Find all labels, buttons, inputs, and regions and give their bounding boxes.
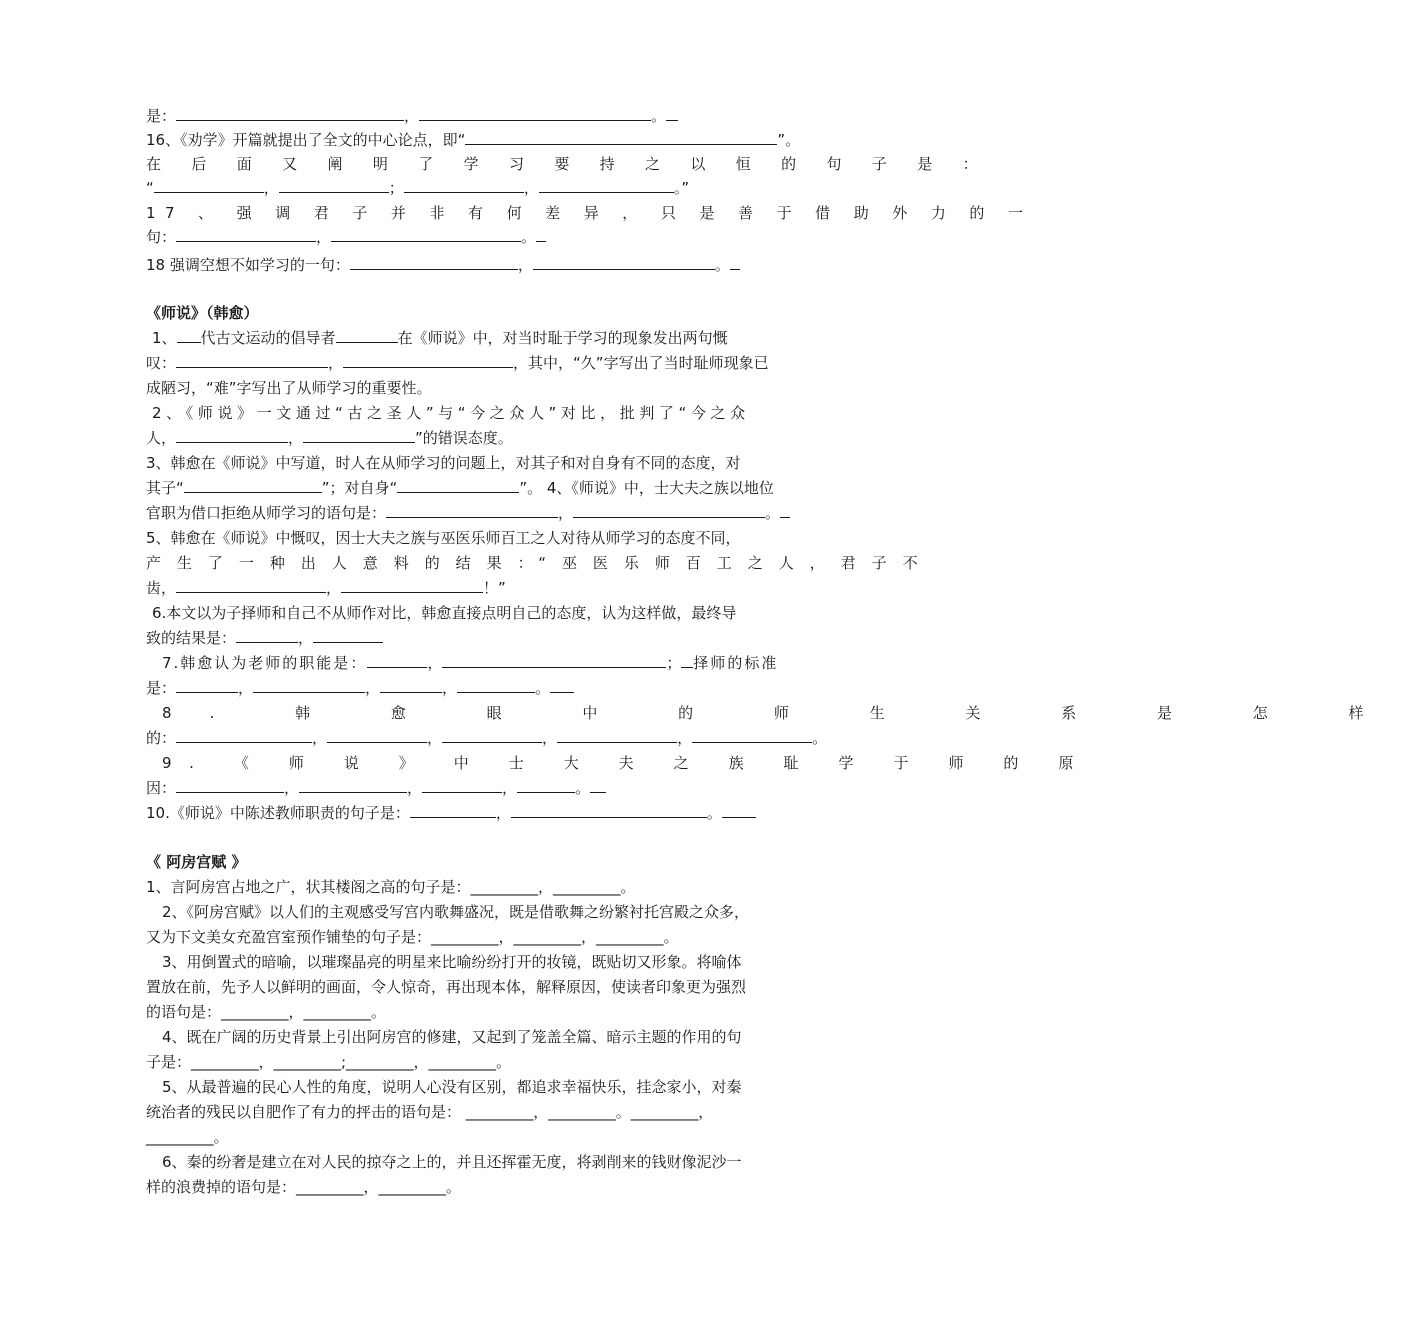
text: 在《师说》中，对当时耻于学习的现象发出两句慨: [397, 329, 728, 347]
blank[interactable]: [343, 352, 513, 368]
text: 。: [575, 779, 591, 797]
text: 。: [706, 804, 722, 822]
text: 16、《劝学》开篇就提出了全文的中心论点，即“: [146, 131, 466, 149]
blank[interactable]: [539, 177, 674, 193]
quanxue-line-1: [146, 104, 678, 128]
text: ，: [502, 779, 518, 797]
blank[interactable]: [367, 652, 427, 668]
shishuo-q7-line-2: [146, 676, 574, 700]
blank[interactable]: [253, 677, 365, 693]
blank[interactable]: [533, 254, 715, 270]
shishuo-q2-line-2: [146, 426, 513, 450]
efanggong-q5-line-1: 5、从最普遍的民心人性的角度，说明人心没有区别，都追求幸福快乐，挂念家小，对秦: [162, 1078, 742, 1096]
shishuo-q6-line-1: 6.本文以为子择师和自己不从师作对比，韩愈直接点明自己的态度，认为这样做，最终导: [152, 604, 737, 622]
text: ，: [288, 429, 304, 447]
text: 。: [765, 504, 781, 522]
efanggong-q2-line-1: 2、《阿房宫赋》以人们的主观感受写宫内歌舞盛况，既是借歌舞之纷繁衬托宫殿之众多，: [162, 903, 750, 921]
efanggong-q6-line-2: 样的浪费掉的语句是：_________，_________。: [146, 1178, 462, 1196]
quanxue-line-6: [146, 225, 546, 249]
text: ，: [263, 179, 279, 197]
text: ，: [238, 679, 254, 697]
blank[interactable]: [380, 677, 442, 693]
efanggong-q4-line-2: 子是：_________，_________;_________，_________。: [146, 1053, 512, 1071]
text: 择师的标准: [693, 654, 779, 672]
efanggong-q2-line-2: 又为下文美女充盈宫室预作铺垫的句子是：_________，_________，_________。: [146, 928, 679, 946]
blank[interactable]: [236, 627, 298, 643]
blank[interactable]: [511, 802, 707, 818]
blank[interactable]: [177, 327, 201, 343]
blank[interactable]: [176, 677, 238, 693]
blank[interactable]: [176, 105, 404, 121]
efanggong-q6-line-1: 6、秦的纷奢是建立在对人民的掠夺之上的，并且还挥霍无度，将剥削来的钱财像泥沙一: [162, 1153, 742, 1171]
efanggong-q5-line-2: 统治者的残民以自肥作了有力的抨击的语句是： _________，_________。_________，: [146, 1103, 714, 1121]
text: ；: [388, 179, 404, 197]
blank[interactable]: [331, 226, 521, 242]
efanggong-q5-line-3: _________。: [146, 1128, 229, 1146]
text: ，: [284, 779, 300, 797]
quanxue-line-3: 在 后 面 又 阐 明 了 学 习 要 持 之 以 恒 的 句 子 是 ：: [146, 155, 991, 173]
text: 因：: [146, 779, 177, 797]
text: 齿，: [146, 579, 177, 597]
shishuo-q1-line-2: [146, 351, 769, 375]
quanxue-line-5: 17 、 强 调 君 子 并 非 有 何 差 异 ， 只 是 善 于 借 助 外 力 的 一: [146, 204, 1033, 222]
text: 代古文运动的倡导者: [200, 329, 336, 347]
blank[interactable]: [176, 427, 288, 443]
text: 。: [651, 107, 667, 125]
shishuo-q8-line-1: 8. 韩 愈 眼 中 的 师 生 关 系 是 怎 样: [162, 704, 1402, 722]
text: 10.《师说》中陈述教师职责的句子是：: [146, 804, 410, 822]
efanggong-q3-line-1: 3、用倒置式的暗喻，以璀璨晶亮的明星来比喻纷纷打开的妆镜，既贴切又形象。将喻体: [162, 953, 742, 971]
section-title-shishuo: 《师说》（韩愈）: [146, 304, 259, 322]
efanggong-q3-line-2: 置放在前，先予人以鲜明的画面，令人惊奇，再出现本体，解释原因，使读者印象更为强烈: [146, 978, 747, 996]
blank[interactable]: [457, 677, 535, 693]
shishuo-q5-line-2: 产 生 了 一 种 出 人 意 料 的 结 果 ：“ 巫 医 乐 师 百 工 之 人 ， 君 子 不: [146, 554, 924, 572]
blank[interactable]: [442, 652, 666, 668]
blank[interactable]: [410, 802, 496, 818]
blank[interactable]: [666, 105, 678, 121]
text: 。: [535, 679, 551, 697]
shishuo-q3-line-1: 3、韩愈在《师说》中写道，时人在从师学习的问题上，对其子和对自身有不同的态度，对: [146, 454, 741, 472]
shishuo-q2-line-1: 2、《师说》一文通过“古之圣人”与“今之众人”对比，批判了“今之众: [152, 404, 750, 422]
text: ，: [316, 228, 332, 246]
blank[interactable]: [404, 177, 524, 193]
blank[interactable]: [442, 727, 542, 743]
text: 的：: [146, 729, 177, 747]
shishuo-q6-line-2: [146, 626, 383, 650]
blank[interactable]: [350, 254, 518, 270]
blank[interactable]: [184, 477, 322, 493]
text: ，: [542, 729, 558, 747]
text: 18 强调空想不如学习的一句：: [146, 256, 350, 274]
blank[interactable]: [279, 177, 389, 193]
shishuo-q5-line-3: [146, 576, 506, 600]
shishuo-q10-line: [146, 801, 756, 825]
quanxue-line-4: [146, 176, 689, 200]
blank[interactable]: [550, 677, 574, 693]
blank[interactable]: [465, 129, 777, 145]
blank[interactable]: [176, 577, 326, 593]
shishuo-q9-line-1: 9. 《 师 说 》 中 士 大 夫 之 族 耻 学 于 师 的 原: [162, 754, 1092, 772]
shishuo-q4-line: [146, 501, 790, 525]
blank[interactable]: [692, 727, 812, 743]
text: ，: [427, 729, 443, 747]
text: ，: [558, 504, 574, 522]
text: ，: [404, 107, 420, 125]
text: 。”: [673, 179, 690, 197]
text: ，: [298, 629, 314, 647]
efanggong-q1: 1、言阿房宫占地之广，状其楼阁之高的句子是：_________，_________。: [146, 878, 636, 896]
text: ，: [312, 729, 328, 747]
text: 是：: [146, 107, 177, 125]
blank[interactable]: [327, 727, 427, 743]
quanxue-line-2: [146, 128, 800, 152]
text: ，其中，“久”字写出了当时耻师现象已: [513, 354, 769, 372]
text: 句：: [146, 228, 177, 246]
blank[interactable]: [419, 105, 651, 121]
text: ，: [326, 579, 342, 597]
text: ，: [365, 679, 381, 697]
shishuo-q1-line-1: [152, 326, 728, 350]
blank[interactable]: [681, 652, 693, 668]
blank[interactable]: [422, 777, 502, 793]
text: ！”: [483, 579, 506, 597]
quanxue-line-7: [146, 253, 740, 277]
text: 叹：: [146, 354, 177, 372]
text: ，: [677, 729, 693, 747]
text: ，: [427, 654, 443, 672]
blank[interactable]: [780, 502, 790, 518]
blank[interactable]: [517, 777, 575, 793]
text: ”的错误态度。: [415, 429, 513, 447]
shishuo-q1-line-3: 成陋习，“难”字写出了从师学习的重要性。: [146, 379, 432, 397]
text: ，: [442, 679, 458, 697]
text: 。: [812, 729, 828, 747]
blank[interactable]: [313, 627, 383, 643]
efanggong-q3-line-3: 的语句是：_________，_________。: [146, 1003, 387, 1021]
text: ，: [328, 354, 344, 372]
efanggong-q4-line-1: 4、既在广阔的历史背景上引出阿房宫的修建，又起到了笼盖全篇、暗示主题的作用的句: [162, 1028, 742, 1046]
blank[interactable]: [722, 802, 756, 818]
text: 其子“: [146, 479, 184, 497]
blank[interactable]: [176, 226, 316, 242]
text: 7.韩愈认为老师的职能是：: [162, 654, 368, 672]
blank[interactable]: [590, 777, 606, 793]
shishuo-q9-line-2: [146, 776, 606, 800]
shishuo-q3-line-2: [146, 476, 774, 500]
shishuo-q7-line-1: [162, 651, 778, 675]
shishuo-q8-line-2: [146, 726, 827, 750]
text: 人，: [146, 429, 177, 447]
text: ，: [495, 804, 511, 822]
blank[interactable]: [154, 177, 264, 193]
blank[interactable]: [303, 427, 415, 443]
text: 致的结果是：: [146, 629, 237, 647]
blank[interactable]: [386, 502, 558, 518]
text: 。: [521, 228, 537, 246]
blank[interactable]: [176, 727, 312, 743]
text: 1、: [152, 329, 177, 347]
blank[interactable]: [573, 502, 765, 518]
text: ；: [666, 654, 682, 672]
section-title-efanggong: 《 阿房宫赋 》: [146, 853, 247, 871]
text: ”；对自身“: [321, 479, 398, 497]
blank[interactable]: [536, 226, 546, 242]
text: ”。: [777, 131, 801, 149]
text: ，: [517, 256, 533, 274]
text: ”。 4、《师说》中，士大夫之族以地位: [519, 479, 774, 497]
blank[interactable]: [730, 254, 740, 270]
text: “: [146, 179, 154, 197]
blank[interactable]: [557, 727, 677, 743]
blank[interactable]: [336, 327, 398, 343]
text: 。: [714, 256, 730, 274]
text: 官职为借口拒绝从师学习的语句是：: [146, 504, 387, 522]
blank[interactable]: [299, 777, 407, 793]
blank[interactable]: [341, 577, 483, 593]
blank[interactable]: [176, 352, 328, 368]
text: ，: [407, 779, 423, 797]
text: 是：: [146, 679, 177, 697]
blank[interactable]: [397, 477, 519, 493]
shishuo-q5-line-1: 5、韩愈在《师说》中慨叹，因士大夫之族与巫医乐师百工之人对待从师学习的态度不同，: [146, 529, 741, 547]
blank[interactable]: [176, 777, 284, 793]
text: ，: [523, 179, 539, 197]
